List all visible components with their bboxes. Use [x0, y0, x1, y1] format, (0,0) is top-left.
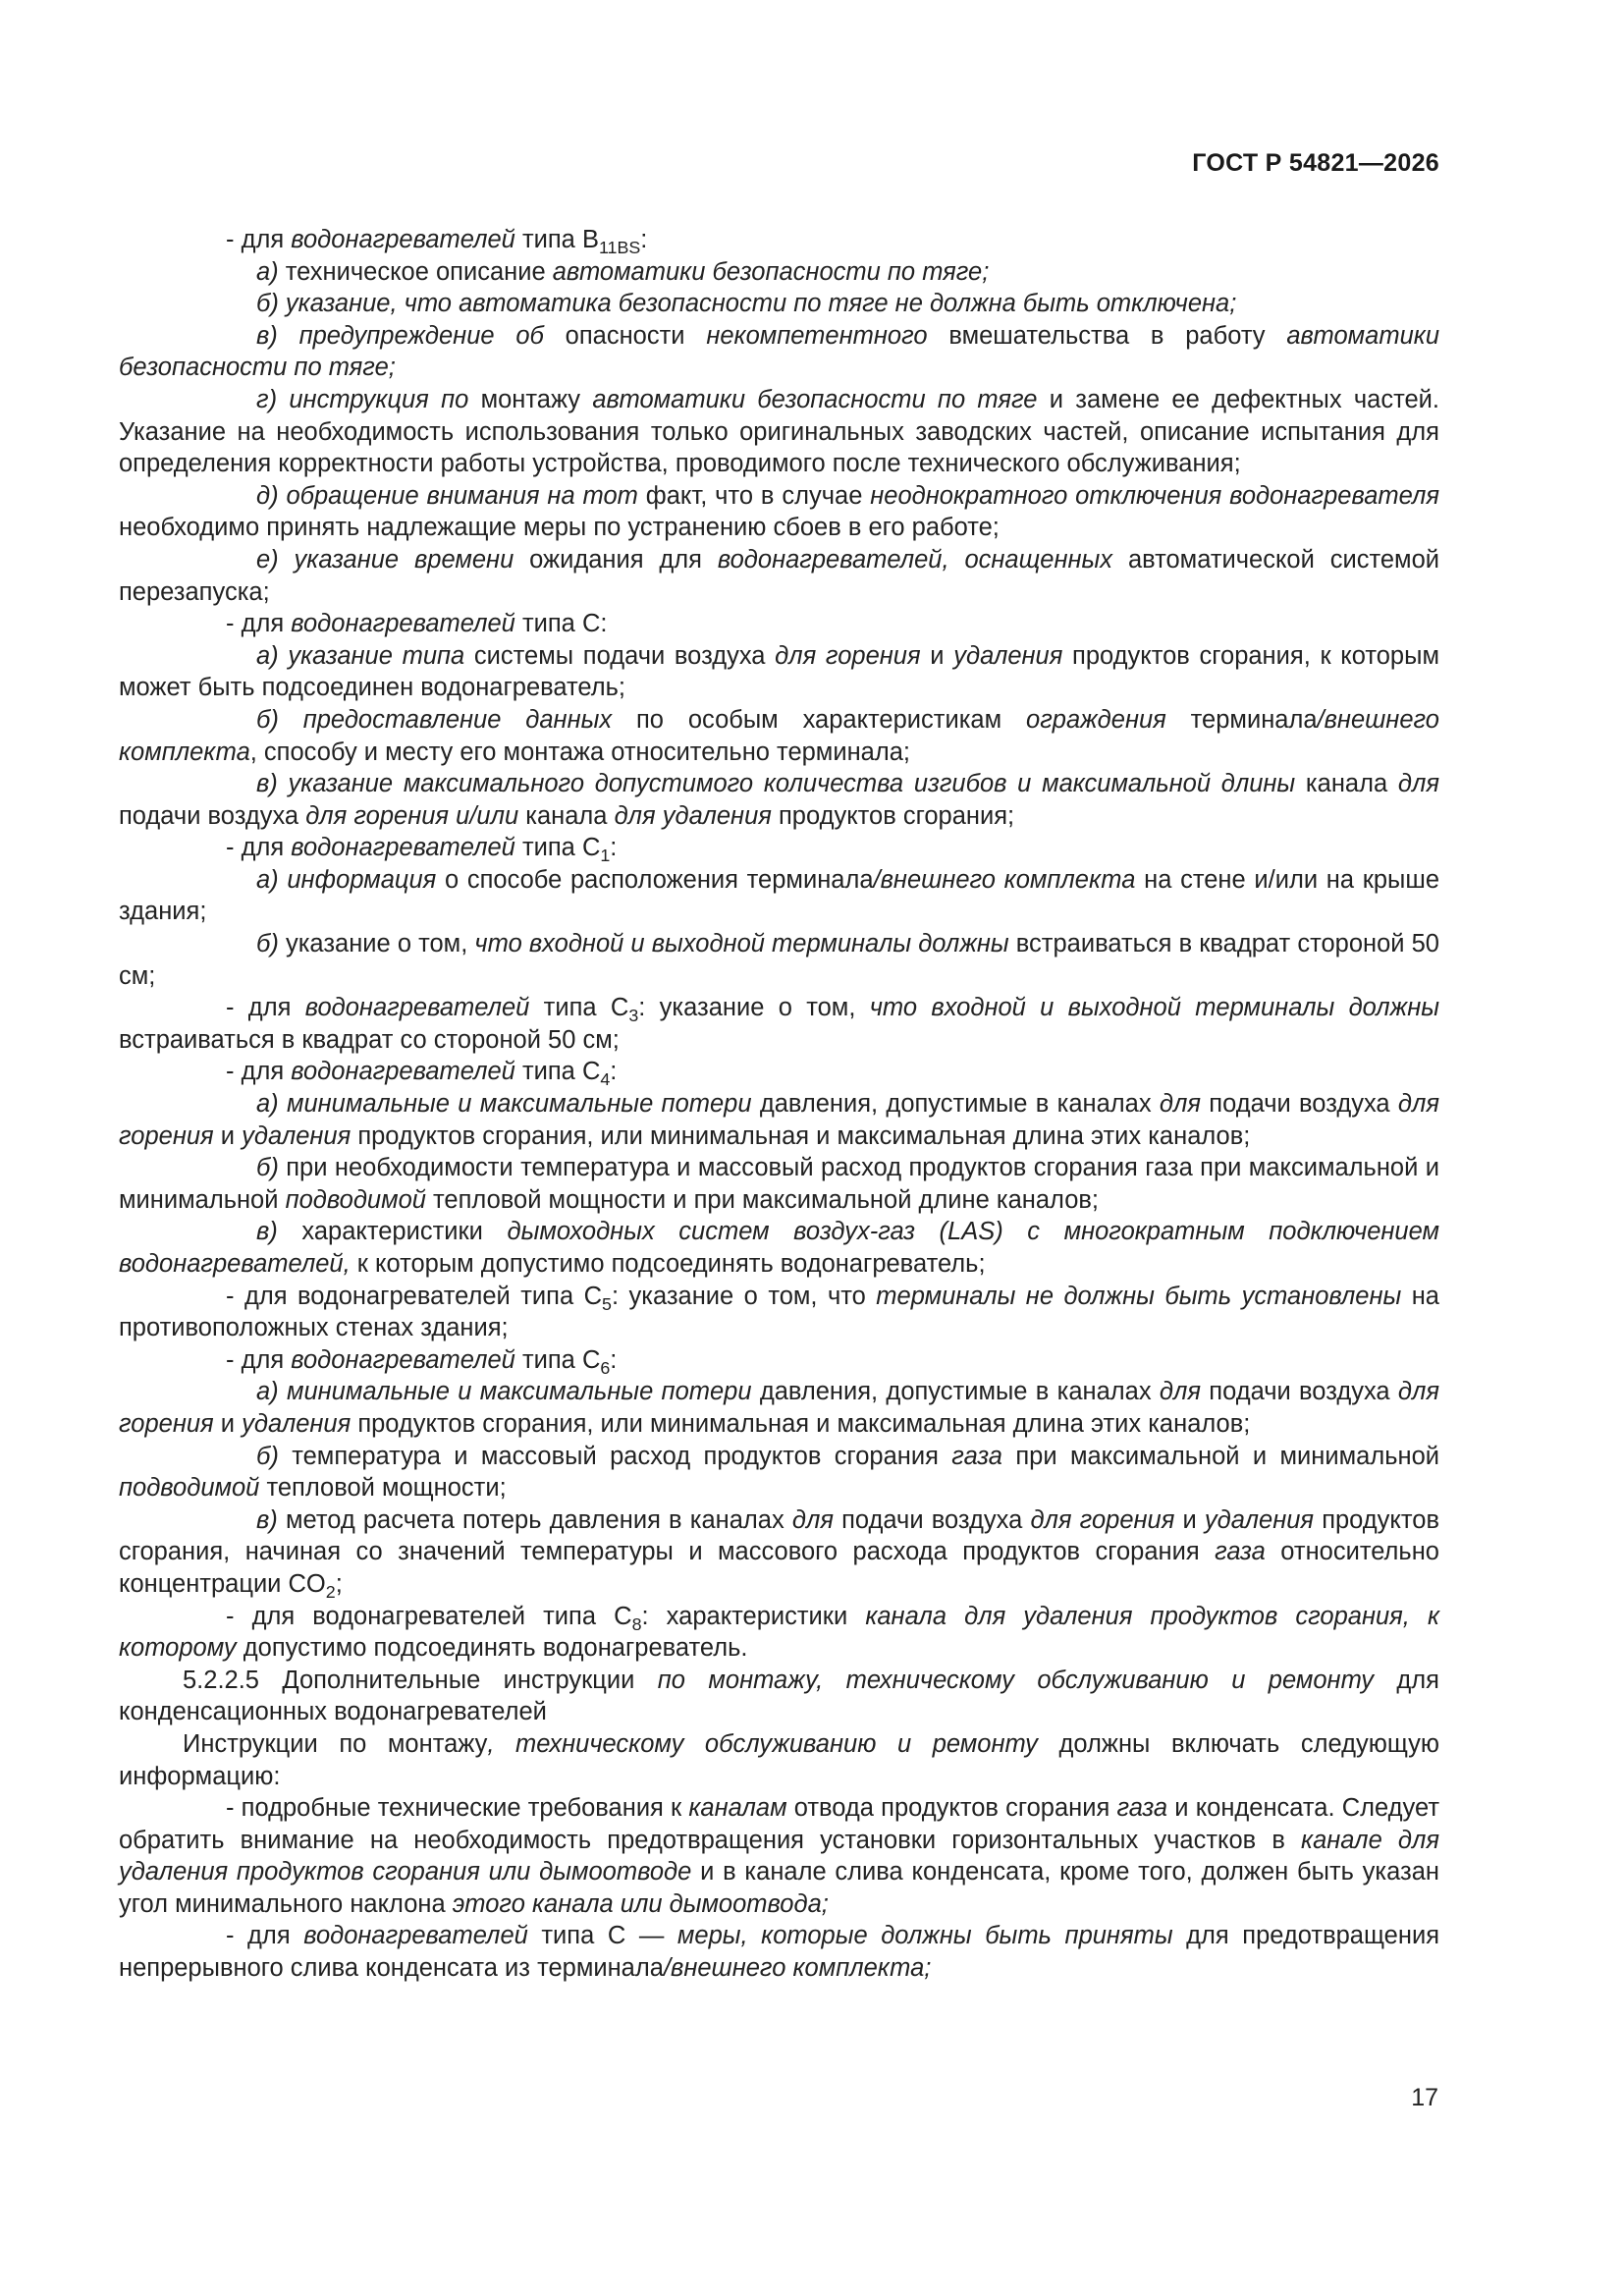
- paragraph: б) при необходимости температура и массовый расход продуктов сгорания газа при максимальной и минимальной подводимой тепловой мощности и при максимальной длине каналов;: [119, 1154, 1439, 1214]
- standard-id: ГОСТ Р 54821—2026: [1192, 149, 1439, 177]
- paragraph: а) техническое описание автоматики безопасности по тяге;: [256, 257, 990, 286]
- paragraph: - для водонагревателей типа $С_3$: указание о том, что входной и выходной терминалы должны встраиваться в квадрат со стороной 50 см;: [119, 994, 1440, 1054]
- paragraph: - для водонагревателей типа $С_6$:: [226, 1345, 618, 1379]
- document-body: [119, 224, 1439, 1985]
- paragraph: - для водонагревателей типа $С_4$:: [226, 1058, 618, 1090]
- paragraph: - для водонагревателей типа $С_8$: характеристики канала для удаления продуктов сгорания, к которому допустимо подсоединять водонагреватель.: [119, 1602, 1440, 1663]
- paragraph: 5.2.2.5 Дополнительные инструкции по монтажу, техническому обслуживанию и ремонту для конденсационных водонагревателей: [119, 1666, 1439, 1726]
- paragraph: а) информация о способе расположения терминала/внешнего комплекта на стене и/или на крыше здания;: [119, 865, 1440, 926]
- paragraph: - для водонагревателей типа С:: [226, 610, 608, 638]
- paragraph: - для водонагревателей типа $С_5$: указание о том, что терминалы не должны быть установлены на противоположных стенах здания;: [119, 1282, 1439, 1342]
- paragraph: в) характеристики дымоходных систем воздух-газ (LAS) с многократным подключением водонагревателей, к которым допустимо подсоединять водонагреватель;: [119, 1218, 1439, 1278]
- paragraph: а) указание типа системы подачи воздуха для горения и удаления продуктов сгорания, к которым может быть подсоединен водонагреватель;: [119, 641, 1439, 702]
- paragraph: а) минимальные и максимальные потери давления, допустимые в каналах для подачи воздуха для горения и удаления продуктов сгорания, или минимальная и максимальная длина этих каналов;: [119, 1090, 1440, 1150]
- paragraph: Инструкции по монтажу, техническому обслуживанию и ремонту должны включать следующую информацию:: [119, 1729, 1440, 1790]
- paragraph: в) метод расчета потерь давления в каналах для подачи воздуха для горения и удаления продуктов сгорания, начиная со значений температуры и массового расхода продуктов сгорания газа относительно концентрации $CO_2$;: [119, 1505, 1440, 1603]
- paragraph: д) обращение внимания на тот факт, что в случае неоднократного отключения водонагревателя необходимо принять надлежащие меры по устранению сбоев в его работе;: [119, 481, 1440, 542]
- paragraph: б) указание о том, что входной и выходной терминалы должны встраиваться в квадрат стороной 50 см;: [119, 930, 1439, 990]
- paragraph: б) предоставление данных по особым характеристикам ограждения терминала/внешнего комплекта, способу и месту его монтажа относительно терминала;: [119, 705, 1439, 766]
- paragraph: - для водонагревателей типа С — меры, которые должны быть приняты для предотвращения непрерывного слива конденсата из терминала/внешнего комплекта;: [119, 1922, 1439, 1983]
- paragraph: а) минимальные и максимальные потери давления, допустимые в каналах для подачи воздуха для горения и удаления продуктов сгорания, или минимальная и максимальная длина этих каналов;: [119, 1378, 1440, 1438]
- page-number: 17: [1411, 2084, 1438, 2111]
- paragraph: в) указание максимального допустимого количества изгибов и максимальной длины канала для подачи воздуха для горения и/или канала для удаления продуктов сгорания;: [119, 770, 1439, 830]
- paragraph: - для водонагревателей типа $С_1$:: [226, 834, 618, 866]
- paragraph: г) инструкция по монтажу автоматики безопасности по тяге и замене ее дефектных частей. Указание на необходимость использования только оригинальных заводских частей, описание испытания для определения корректности работы устройства, проводимого после технического обслуживания;: [119, 385, 1439, 478]
- paragraph: - для водонагревателей типа $B_{11BS}$:: [226, 226, 648, 258]
- paragraph: е) указание времени ожидания для водонагревателей, оснащенных автоматической системой перезапуска;: [119, 545, 1439, 606]
- paragraph: - подробные технические требования к каналам отвода продуктов сгорания газа и конденсата. Следует обратить внимание на необходимость предотвращения установки горизонтальных участков в канале для удаления продуктов сгорания или дымоотводе и в канале слива конденсата, кроме того, должен быть указан угол минимального наклона этого канала или дымоотвода;: [119, 1794, 1440, 1918]
- paragraph: в) предупреждение об опасности некомпетентного вмешательства в работу автоматики безопасности по тяге;: [119, 321, 1439, 382]
- paragraph: б) температура и массовый расход продуктов сгорания газа при максимальной и минимальной подводимой тепловой мощности;: [119, 1442, 1439, 1503]
- paragraph: б) указание, что автоматика безопасности по тяге не должна быть отключена;: [256, 290, 1237, 318]
